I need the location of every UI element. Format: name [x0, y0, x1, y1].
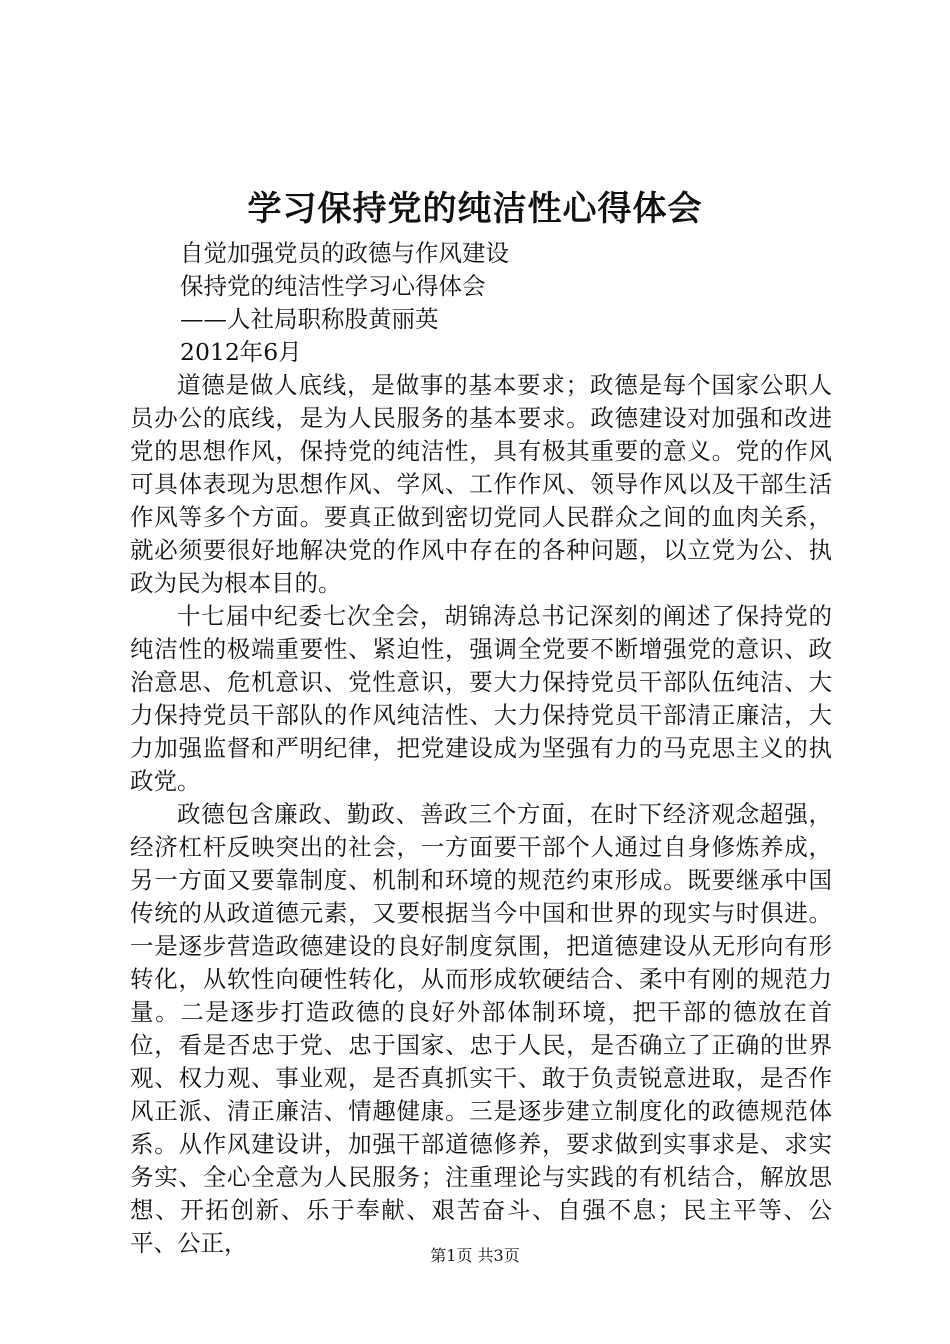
page-number-footer: 第1页 共3页: [430, 1246, 520, 1265]
paragraph-2: 十七届中纪委七次全会，胡锦涛总书记深刻的阐述了保持党的纯洁性的极端重要性、紧迫性，强调全党要不断增强党的意识、政治意思、危机意识、党性意识，要大力保持党员干部队伍纯洁、大力保持党员干部队的作风纯洁性、大力保持党员干部清正廉洁，大力加强监督和严明纪律，把党建设成为坚强有力的马克思主义的执政党。: [130, 602, 832, 795]
author-line: ——人社局职称股黄丽英: [180, 305, 439, 333]
subtitle-line: 自觉加强党员的政德与作风建设: [180, 239, 509, 267]
paragraph-1: 道德是做人底线，是做事的基本要求；政德是每个国家公职人员办公的底线，是为人民服务的基本要求。政德建设对加强和改进党的思想作风，保持党的纯洁性，具有极其重要的意义。党的作风可具体表现为思想作风、学风、工作作风、领导作风以及干部生活作风等多个方面。要真正做到密切党同人民群众之间的血肉关系，就必须要很好地解决党的作风中存在的各种问题，以立党为公、执政为民为根本目的。: [130, 371, 832, 597]
document-body: [130, 237, 832, 1260]
subtitle-line-secondary: 保持党的纯洁性学习心得体会: [180, 272, 486, 300]
document-title: 学习保持党的纯洁性心得体会: [247, 189, 703, 229]
date-line: 2012年6月: [180, 338, 302, 366]
paragraph-3: 政德包含廉政、勤政、善政三个方面，在时下经济观念超强，经济杠杆反映突出的社会，一方面要干部个人通过自身修炼养成，另一方面又要靠制度、机制和环境的规范约束形成。既要继承中国传统的从政道德元素，又要根据当今中国和世界的现实与时俱进。一是逐步营造政德建设的良好制度氛围，把道德建设从无形向有形转化，从软性向硬性转化，从而形成软硬结合、柔中有刚的规范力量。二是逐步打造政德的良好外部体制环境，把干部的德放在首位，看是否忠于党、忠于国家、忠于人民，是否确立了正确的世界观、权力观、事业观，是否真抓实干、敢于负责锐意进取，是否作风正派、清正廉洁、情趣健康。三是逐步建立制度化的政德规范体系。从作风建设讲，加强干部道德修养，要求做到实事求是、求实务实、全心全意为人民服务；注重理论与实践的有机结合，解放思想、开拓创新、乐于奉献、艰苦奋斗、自强不息；民主平等、公平、公正，: [130, 800, 832, 1257]
